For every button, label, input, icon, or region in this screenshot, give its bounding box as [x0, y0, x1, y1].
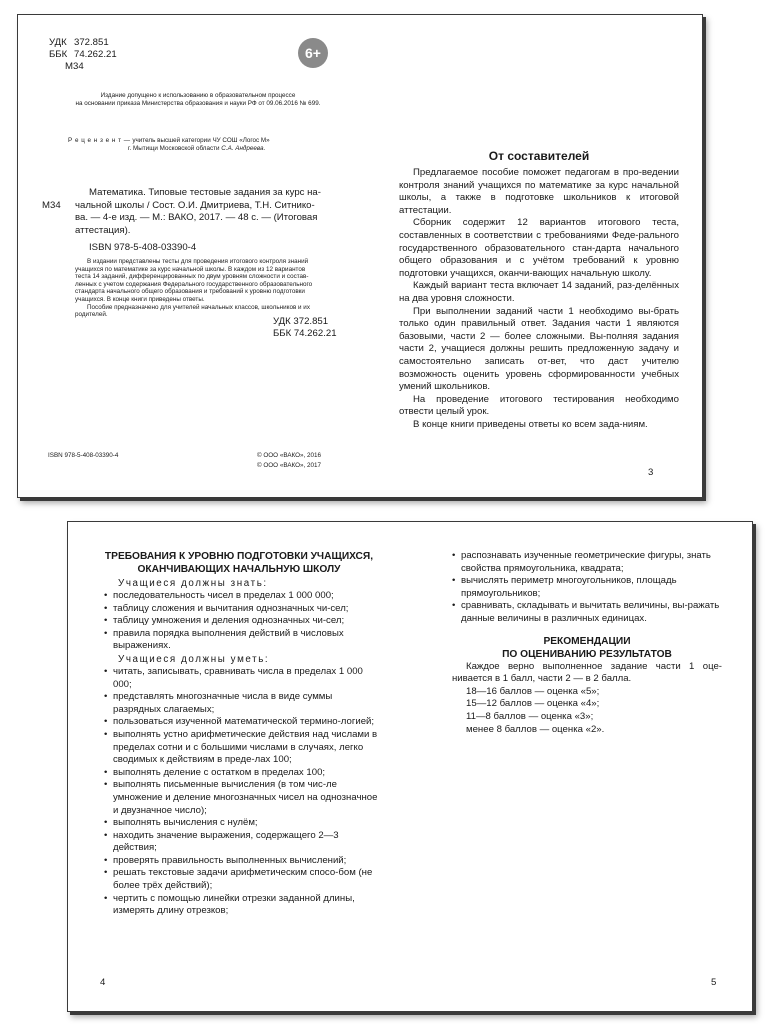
annotation-line: учащихся по математике за курс начальной школы. В каждом из 12 вариантов — [75, 265, 306, 273]
recommendations-title-line: РЕКОМЕНДАЦИИ — [543, 635, 631, 647]
approval-line: Издание допущено к использованию в образовательном процессе — [100, 92, 296, 99]
annotation-line: В издании представлены тесты для проведения итогового контроля знаний — [87, 258, 309, 265]
annotation — [75, 258, 352, 319]
annotation-line: стандарта начального общего образования и требований к уровню подготовки — [75, 288, 305, 296]
card-udk: УДК 372.851 — [273, 316, 329, 327]
copyright-2016: © ООО «ВАКО», 2016 — [257, 452, 322, 459]
reviewer-name: С.А. Андреева. — [221, 144, 266, 152]
list-item: • проверять правильность выполненных вычислений; — [104, 855, 379, 868]
can-heading: Учащиеся должны уметь: — [118, 653, 270, 665]
list-item: • представлять многозначные числа в виде суммы разрядных слагаемых; — [104, 691, 379, 716]
card-line: Математика. Типовые тестовые задания за курс на- — [89, 187, 321, 198]
list-item: • таблицу умножения и деления однозначных чи-сел; — [104, 615, 379, 628]
recommendations-title — [452, 635, 722, 661]
list-item: • пользоваться изученной математической термино-логией; — [104, 716, 379, 729]
list-item: • правила порядка выполнения действий в числовых выражениях. — [104, 628, 379, 653]
bibliographic-card — [75, 187, 352, 237]
card-line: ва. — 4-е изд. — М.: ВАКО, 2017. — 48 с. — (Итоговая — [75, 212, 318, 224]
annotation-line: учащихся. В конце книги приведены ответы. — [75, 295, 205, 303]
know-list — [104, 590, 379, 653]
know-heading: Учащиеся должны знать: — [118, 578, 268, 589]
preface-heading: От составителей — [488, 149, 590, 163]
bbk-value: 74.262.21 — [74, 49, 117, 60]
page-number-4: 4 — [100, 977, 106, 988]
preface-paragraph: На проведение итогового тестирования необходимо отвести целый урок. — [399, 393, 679, 418]
bottom-page-spread — [67, 521, 753, 1012]
list-item: • выполнять вычисления с нулём; — [104, 817, 379, 830]
annotation-line: ленных с учетом содержания Федерального государственного образовательного — [75, 280, 313, 288]
reviewer-city: г. Мытищи Московской области — [128, 144, 220, 152]
udk-label: УДК — [49, 37, 67, 48]
card-bbk: ББК 74.262.21 — [273, 328, 337, 339]
approval-note — [48, 92, 348, 107]
footer-isbn: ISBN 978-5-408-03390-4 — [48, 452, 119, 459]
list-item: • выполнять устно арифметические действия над числами в пределах сотни и с большими числами в случаях, легко сводимых к действиям в преде-лах 100; — [104, 729, 379, 767]
grade-row: менее 8 баллов — оценка «2». — [466, 723, 605, 735]
grade-row: 15—12 баллов — оценка «4»; — [466, 698, 600, 710]
page-number-5: 5 — [711, 977, 717, 988]
list-item: • сравнивать, складывать и вычитать величины, вы-ражать данные величины в различных единицах. — [452, 600, 722, 625]
reviewer-prefix: Р е ц е н з е н т — — [68, 137, 131, 144]
preface-body — [399, 167, 679, 431]
grade-row: 11—8 баллов — оценка «3»; — [466, 710, 594, 722]
list-item: • находить значение выражения, содержащего 2—3 действия; — [104, 830, 379, 855]
list-item: • решать текстовые задачи арифметическим спосо-бом (не более трёх действий); — [104, 867, 379, 892]
scoring-text: Каждое верно выполненное задание части 1 оце-нивается в 1 балл, части 2 — в 2 балла. — [452, 660, 722, 685]
requirements-title-line: ТРЕБОВАНИЯ К УРОВНЮ ПОДГОТОВКИ УЧАЩИХСЯ, — [104, 551, 374, 562]
requirements-column — [104, 577, 379, 918]
list-item: • читать, записывать, сравнивать числа в пределах 1 000 000; — [104, 666, 379, 691]
list-item: • последовательность чисел в пределах 1 000 000; — [104, 590, 379, 603]
udk-value: 372.851 — [74, 37, 109, 48]
reviewer-position: учитель высшей категории ЧУ СОШ «Логос М» — [132, 137, 270, 144]
list-item: • распознавать изученные геометрические фигуры, знать свойства прямоугольника, квадрата; — [452, 550, 722, 575]
grade-row: 18—16 баллов — оценка «5»; — [466, 685, 600, 697]
annotation-line: Пособие предназначено для учителей начальных классов, школьников и их — [87, 303, 310, 311]
list-item: • выполнять деление с остатком в пределах 100; — [104, 767, 379, 780]
requirements-title-line: ОКАНЧИВАЮЩИХ НАЧАЛЬНУЮ ШКОЛУ — [137, 564, 341, 575]
copyright-2017: © ООО «ВАКО», 2017 — [257, 462, 322, 469]
grade-list — [452, 686, 722, 736]
preface-paragraph: При выполнении заданий части 1 необходимо вы-брать только один правильный ответ. Задания части 1 являются базовыми, части 2 — более сложными. Вы-полняя задания части 2, учащиеся должны решить предложенную задачу и самостоятельно записать от-вет, что даст учителю возможность оценить уровень сформированности учебных умений школьников. — [399, 305, 679, 393]
page-number-3: 3 — [648, 467, 654, 478]
list-item: • вычислять периметр многоугольников, площадь прямоугольников; — [452, 575, 722, 600]
requirements-title — [98, 550, 380, 576]
list-item: • выполнять письменные вычисления (в том чис-ле умножение и деление многозначных чисел на однозначное и двузначное число); — [104, 779, 379, 817]
preface-paragraph: Каждый вариант теста включает 14 заданий, раз-делённых на два уровня сложности. — [399, 280, 679, 304]
reviewer-block — [68, 137, 358, 152]
card-isbn: ISBN 978-5-408-03390-4 — [89, 242, 197, 253]
bbk-label: ББК — [49, 49, 68, 60]
page5-column — [452, 550, 722, 736]
preface-paragraph: Предлагаемое пособие поможет педагогам в про-ведении контроля знаний учащихся по математике за курс начальной школы, а также в подготовке школьников к итоговой аттестации. — [399, 167, 679, 216]
age-rating-badge: 6+ — [298, 38, 328, 68]
card-code: М34 — [42, 200, 61, 211]
preface-paragraph: Сборник содержит 12 вариантов итогового теста, составленных в соответствии с требованиями Феде-рального государственного образовательного стан-дарта начального общего образования и с учётом требований к уровню подготовки учащихся, оканчи-вающих начальную школу. — [399, 217, 679, 279]
author-code: М34 — [65, 61, 84, 72]
recommendations-title-line: ПО ОЦЕНИВАНИЮ РЕЗУЛЬТАТОВ — [502, 648, 672, 660]
list-item: • таблицу сложения и вычитания однозначных чи-сел; — [104, 603, 379, 616]
list-item: • чертить с помощью линейки отрезки заданной длины, измерять длину отрезков; — [104, 893, 379, 918]
annotation-line: теста 14 заданий, дифференцированных по двум уровням сложности и состав- — [75, 273, 309, 281]
card-line: аттестация). — [75, 224, 131, 236]
top-page-spread — [17, 14, 703, 498]
preface-paragraph: В конце книги приведены ответы ко всем зада-ниям. — [413, 418, 648, 430]
card-line: чальной школы / Сост. О.И. Дмитриева, Т.Н. Ситнико- — [75, 199, 315, 211]
annotation-line: родителей. — [75, 311, 108, 319]
approval-line: на основании приказа Министерства образования и науки РФ от 09.06.2016 № 699. — [75, 99, 321, 107]
can-list-continued — [452, 550, 722, 626]
can-list — [104, 666, 379, 918]
